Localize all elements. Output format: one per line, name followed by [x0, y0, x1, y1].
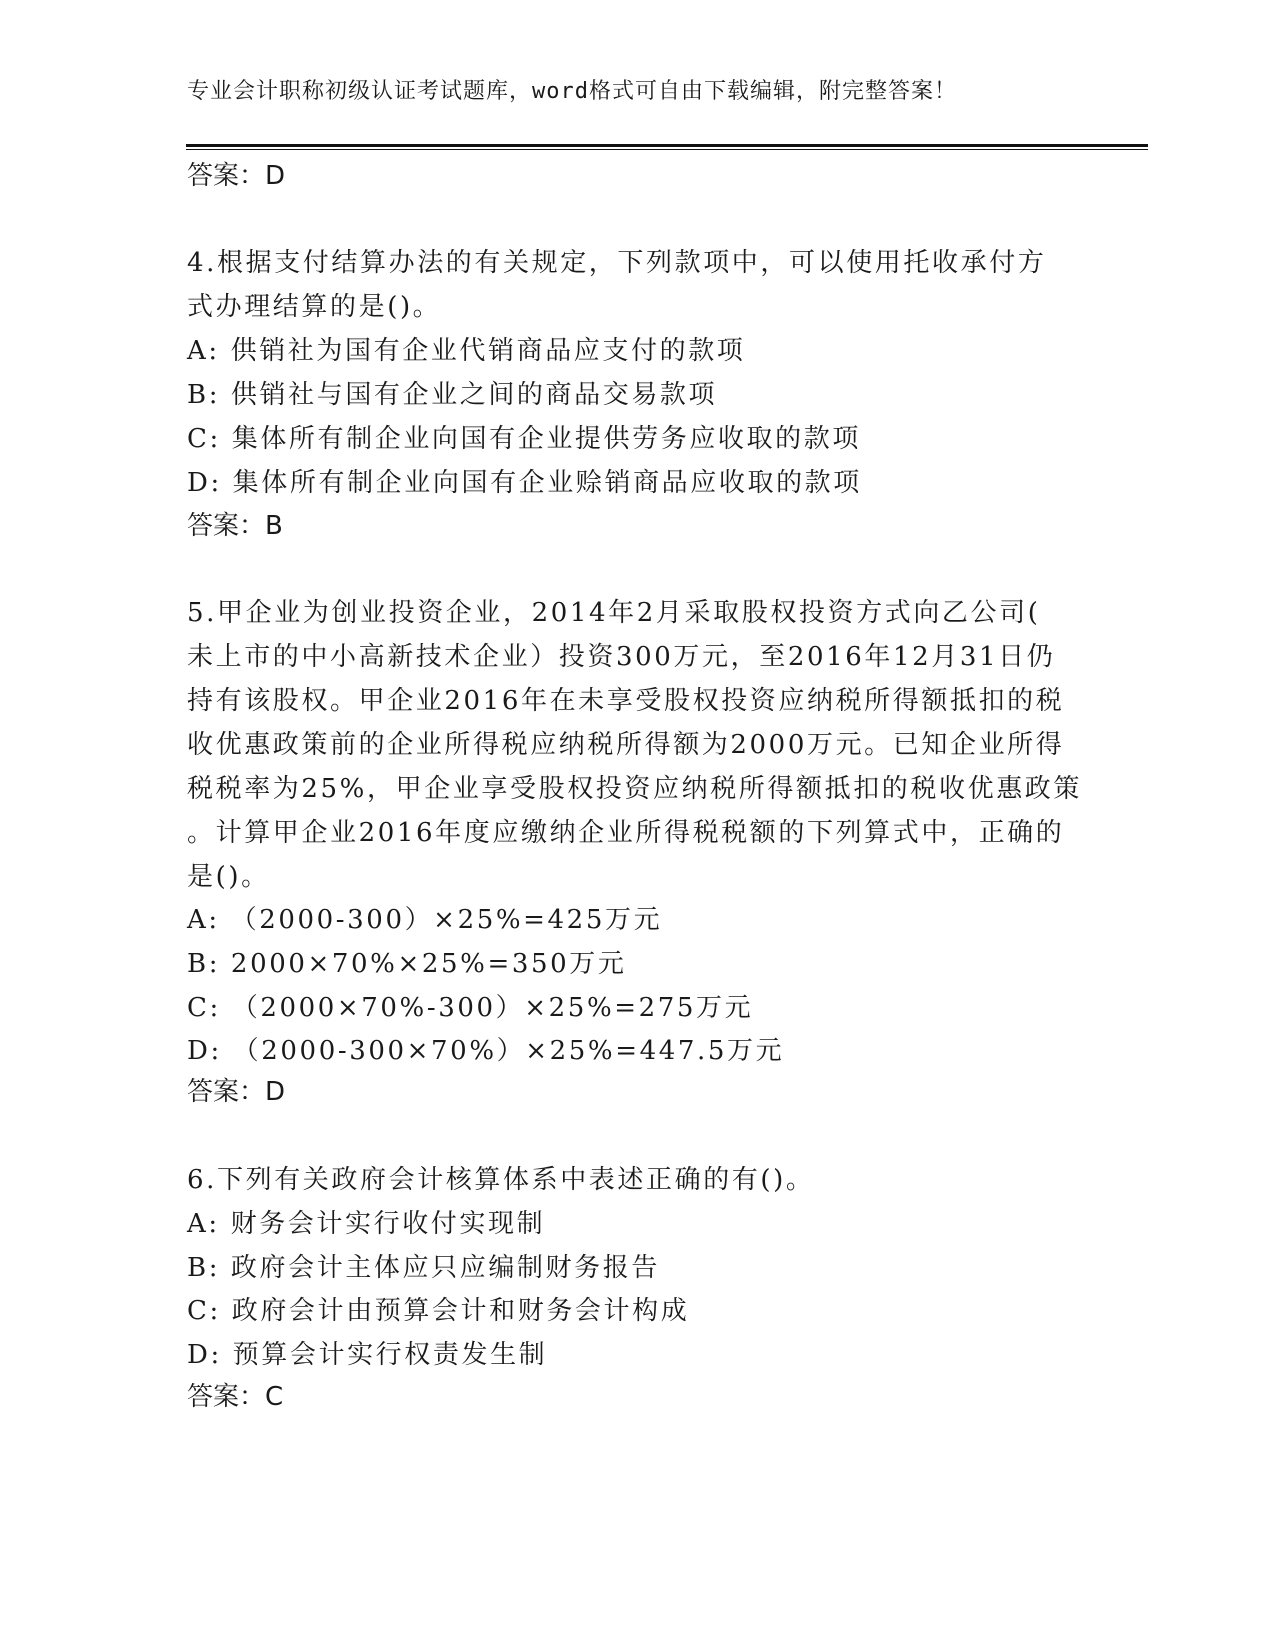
question-stem: 6.下列有关政府会计核算体系中表述正确的有()。 [187, 1165, 815, 1195]
answer-line: 答案：D [187, 161, 286, 191]
option-d: D: 集体所有制企业向国有企业赊销商品应收取的款项 [187, 468, 862, 498]
question-stem: 未上市的中小高新技术企业）投资300万元，至2016年12月31日仍 [187, 642, 1056, 672]
option-b: B: 2000×70%×25%=350万元 [187, 949, 627, 979]
question-stem: 。计算甲企业2016年度应缴纳企业所得税税额的下列算式中，正确的 [187, 818, 1065, 848]
header-rule [186, 144, 1148, 147]
question-stem: 税税率为25%，甲企业享受股权投资应纳税所得额抵扣的税收优惠政策 [187, 774, 1082, 804]
option-b: B: 供销社与国有企业之间的商品交易款项 [187, 380, 718, 410]
answer-line: 答案：D [187, 1077, 286, 1107]
option-d: D: 预算会计实行权责发生制 [187, 1340, 548, 1370]
option-a: A: （2000-300）×25%=425万元 [187, 905, 663, 935]
question-stem: 4.根据支付结算办法的有关规定，下列款项中，可以使用托收承付方 [187, 248, 1047, 278]
option-c: C: （2000×70%-300）×25%=275万元 [187, 993, 754, 1023]
question-stem: 式办理结算的是()。 [187, 292, 442, 322]
option-a: A: 供销社为国有企业代销商品应支付的款项 [187, 336, 746, 366]
option-a: A: 财务会计实行收付实现制 [187, 1209, 546, 1239]
answer-line: 答案：C [187, 1382, 284, 1412]
question-stem: 持有该股权。甲企业2016年在未享受股权投资应纳税所得额抵扣的税 [187, 686, 1065, 716]
question-stem: 是()。 [187, 862, 270, 892]
option-c: C: 政府会计由预算会计和财务会计构成 [187, 1296, 690, 1326]
option-d: D: （2000-300×70%）×25%=447.5万元 [187, 1036, 785, 1066]
option-b: B: 政府会计主体应只应编制财务报告 [187, 1253, 660, 1283]
header-rule-thin [186, 149, 1148, 150]
answer-line: 答案：B [187, 511, 283, 541]
option-c: C: 集体所有制企业向国有企业提供劳务应收取的款项 [187, 424, 861, 454]
page-header: 专业会计职称初级认证考试题库，word格式可自由下载编辑，附完整答案！ [187, 79, 957, 104]
question-stem: 收优惠政策前的企业所得税应纳税所得额为2000万元。已知企业所得 [187, 730, 1065, 760]
question-stem: 5.甲企业为创业投资企业，2014年2月采取股权投资方式向乙公司( [187, 598, 1041, 628]
